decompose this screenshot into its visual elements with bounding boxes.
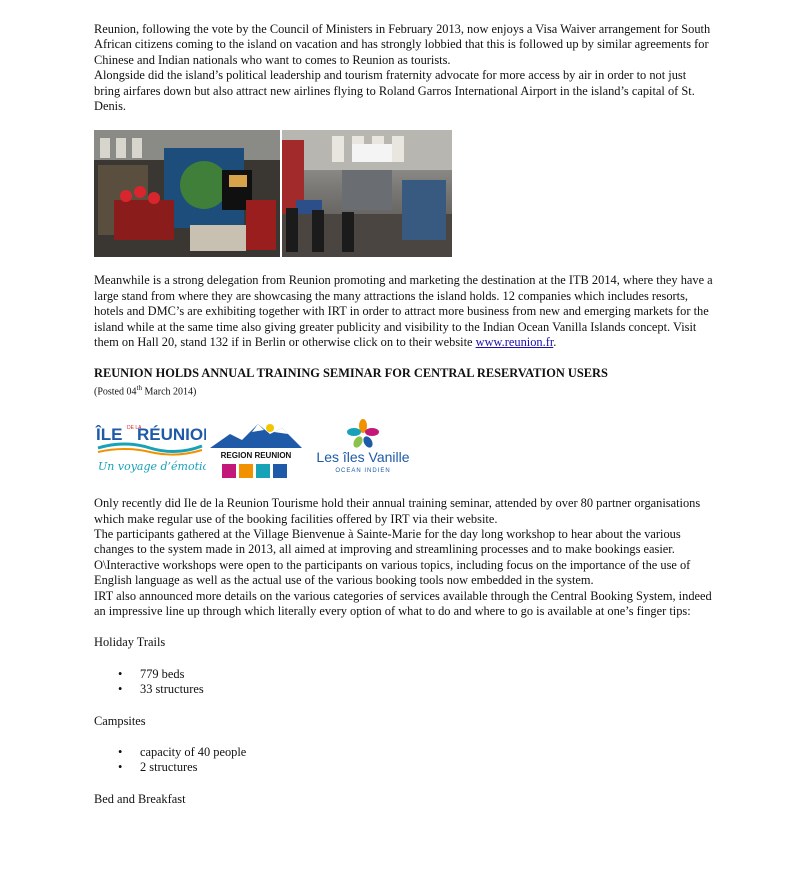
list-item: • 779 beds	[140, 667, 714, 682]
region-reunion-logo-graphic	[208, 418, 304, 482]
article-paragraph-2: The participants gathered at the Village Bienvenue à Sainte-Marie for the day long workshop to hear about the various changes to the system made in 2013, all aimed at improving and streamlining processes and to make bookings easier. O\Interactive workshops were open to the participants on various topics, including focus on the importance of the use of English language as well as the actual use of the various booking tools now embedded in the system.	[94, 527, 691, 588]
iles-vanille-logo-graphic	[308, 418, 418, 478]
logo1-reunion: RÉUNIO	[137, 425, 204, 445]
category-title-bed-and-breakfast: Bed and Breakfast	[94, 791, 186, 806]
meanwhile-paragraph	[94, 273, 714, 350]
list-item: • 33 structures	[140, 682, 714, 697]
document-page	[94, 22, 714, 807]
itb-stand-photo-right	[282, 130, 452, 257]
ile-de-la-reunion-logo	[94, 418, 206, 478]
region-reunion-logo	[208, 418, 304, 482]
partner-logos	[94, 418, 714, 482]
posted-suffix: March 2014)	[141, 386, 197, 398]
list-item: • 2 structures	[140, 760, 714, 775]
article-headline: REUNION HOLDS ANNUAL TRAINING SEMINAR FOR CENTRAL RESERVATION USERS	[94, 366, 608, 381]
meanwhile-suffix: .	[553, 335, 557, 350]
ile-reunion-logo-graphic	[94, 418, 206, 478]
itb-photos	[94, 130, 452, 257]
logo3-sub: OCEAN INDIEN	[335, 468, 391, 475]
iles-vanille-logo	[308, 418, 418, 478]
reunion-website-link[interactable]: www.reunion.fr	[475, 335, 554, 350]
meanwhile-text: Meanwhile is a strong delegation from Reunion promoting and marketing the destination at the ITB 2014, where they have a large stand from where they are showcasing the many attractions the island holds. 12 companies which includes resorts, hotels and DMC’s are exhibiting together with IRT in order to attract more business from new and emerging markets for the island while at the same time also giving greater publicity and visibility to the Indian Ocean Vanilla Islands concept. Visit them on Hall 20, stand 132 if in Berlin or otherwise click on to their website	[94, 273, 713, 350]
stand-photo-right-image	[282, 130, 452, 257]
category-title-holiday-trails: Holiday Trails	[94, 635, 166, 650]
intro-paragraph-1: Reunion, following the vote by the Council of Ministers in February 2013, now enjoys a Visa Waiver arrangement for South African citizens coming to the island on vacation and has strongly lobbied that this is followed up by similar agreements for Chinese and Indian nationals who want to comes to Reunion as tourists.	[94, 22, 711, 67]
posted-sup: th	[136, 383, 142, 392]
itb-stand-photo-left	[94, 130, 280, 257]
holiday-trails-list	[94, 667, 714, 698]
intro-paragraph-2: Alongside did the island’s political leadership and tourism fraternity advocate for more access by air in order to not just bring airfares down but also attract new airlines flying to Roland Garros International Airport in the island’s capital of St. Denis.	[94, 68, 695, 114]
posted-prefix: (Posted 04	[94, 386, 137, 398]
logo1-dela: DE LA	[127, 425, 142, 432]
posted-date	[94, 382, 714, 398]
logo2-label: REGION REUNION	[220, 451, 292, 461]
category-title-campsites: Campsites	[94, 713, 146, 728]
campsites-list	[94, 745, 714, 776]
list-item: • capacity of 40 people	[140, 745, 714, 760]
stand-photo-left-image	[94, 130, 280, 257]
logo1-tagline: Un voyage d’émoti	[98, 460, 203, 474]
logo3-name: Les îles Vanille	[316, 449, 410, 466]
article-paragraph-1: Only recently did Ile de la Reunion Tourisme hold their annual training seminar, attended by over 80 partner organisations which make regular use of the booking facilities offered by IRT via their website.	[94, 496, 701, 526]
article-paragraph-3: IRT also announced more details on the various categories of services available through the Central Booking System, indeed an impressive line up through which literally every option of what to do and where to go is available at one’s finger tips:	[94, 588, 712, 619]
logo1-ile: ÎLE	[96, 425, 123, 445]
